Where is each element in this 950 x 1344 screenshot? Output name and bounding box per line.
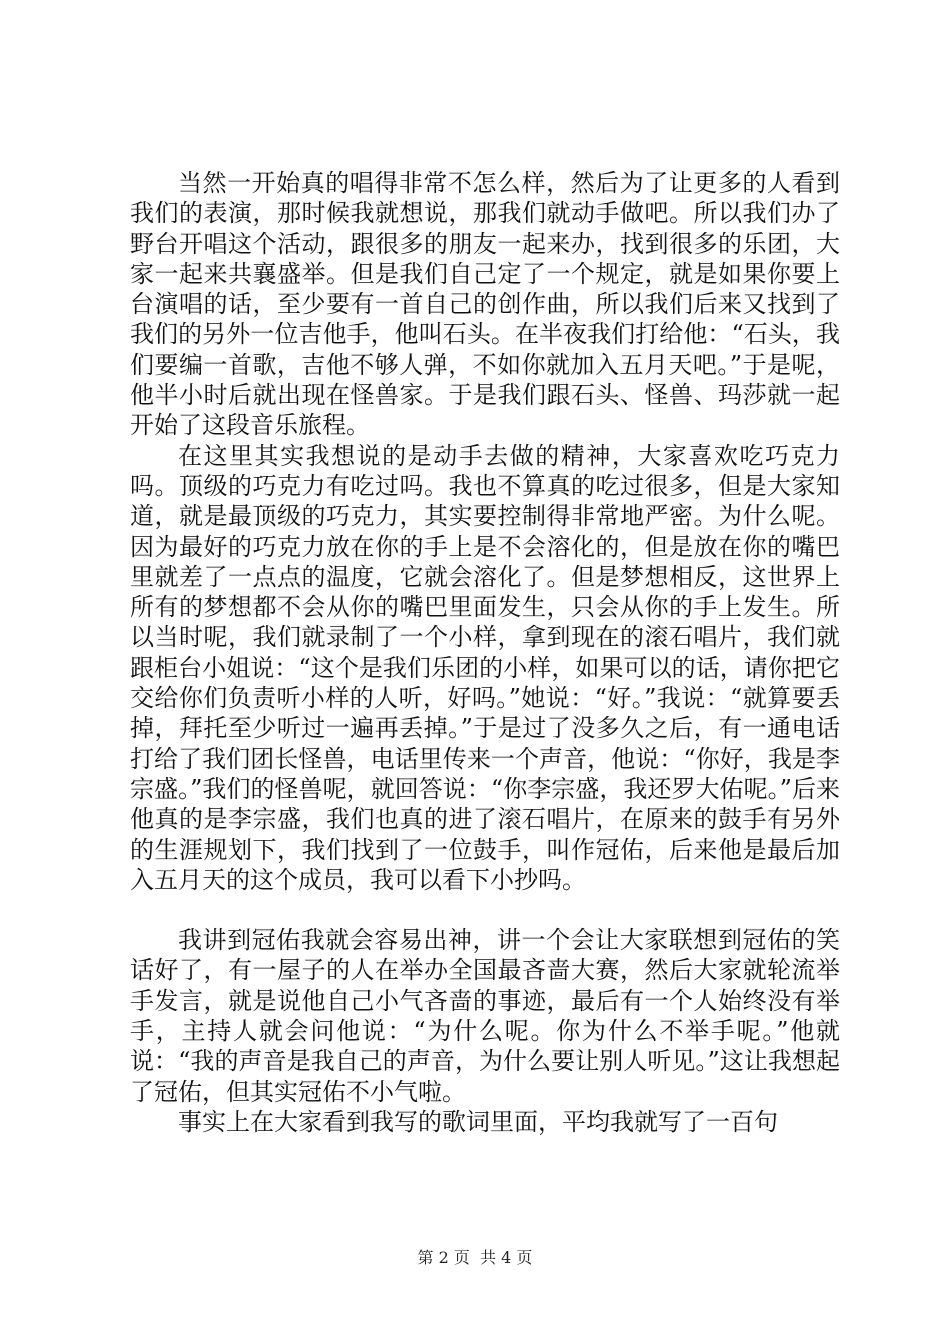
body-text bbox=[130, 168, 840, 1137]
paragraph: 在这里其实我想说的是动手去做的精神，大家喜欢吃巧克力吗。顶级的巧克力有吃过吗。我也不算真的吃过很多，但是大家知道，就是最顶级的巧克力，其实要控制得非常地严密。为什么呢。因为最好的巧克力放在你的手上是不会溶化的，但是放在你的嘴巴里就差了一点点的温度，它就会溶化了。但是梦想相反，这世界上所有的梦想都不会从你的嘴巴里面发生，只会从你的手上发生。所以当时呢，我们就录制了一个小样，拿到现在的滚石唱片，我们就跟柜台小姐说：“这个是我们乐团的小样，如果可以的话，请你把它交给你们负责听小样的人听，好吗。”她说：“好。”我说：“就算要丢掉，拜托至少听过一遍再丢掉。”于是过了没多久之后，有一通电话打给了我们团长怪兽，电话里传来一个声音，他说：“你好，我是李宗盛。”我们的怪兽呢，就回答说：“你李宗盛，我还罗大佑呢。”后来他真的是李宗盛，我们也真的进了滚石唱片，在原来的鼓手有另外的生涯规划下，我们找到了一位鼓手，叫作冠佑，后来他是最后加入五月天的这个成员，我可以看下小抄吗。 bbox=[130, 441, 840, 894]
paragraph: 事实上在大家看到我写的歌词里面，平均我就写了一百句 bbox=[178, 1107, 778, 1136]
paragraph: 当然一开始真的唱得非常不怎么样，然后为了让更多的人看到我们的表演，那时候我就想说，那我们就动手做吧。所以我们办了野台开唱这个活动，跟很多的朋友一起来办，找到很多的乐团，大家一起来共襄盛举。但是我们自己定了一个规定，就是如果你要上台演唱的话，至少要有一首自己的创作曲，所以我们后来又找到了我们的另外一位吉他手，他叫石头。在半夜我们打给他：“石头，我们要编一首歌，吉他不够人弹，不如你就加入五月天吧。”于是呢，他半小时后就出现在怪兽家。于是我们跟石头、怪兽、玛莎就一起开始了这段音乐旅程。 bbox=[130, 169, 840, 440]
page-number-footer: 第 2 页 共 4 页 bbox=[417, 1248, 533, 1267]
paragraph: 我讲到冠佑我就会容易出神，讲一个会让大家联想到冠佑的笑话好了，有一屋子的人在举办全国最吝啬大赛，然后大家就轮流举手发言，就是说他自己小气吝啬的事迹，最后有一个人始终没有举手，主持人就会问他说：“为什么呢。你为什么不举手呢。”他就说：“我的声音是我自己的声音，为什么要让别人听见。”这让我想起了冠佑，但其实冠佑不小气啦。 bbox=[130, 926, 840, 1106]
